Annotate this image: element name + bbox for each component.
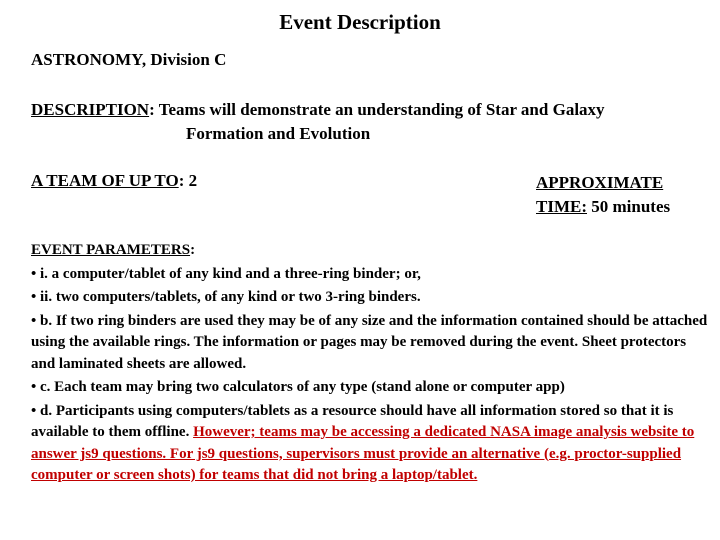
description-line-1: Teams will demonstrate an understanding of Star and Galaxy: [158, 100, 605, 119]
parameter-item-d-highlight: However; teams may be accessing a dedicated NASA image analysis website to answer js9 questions. For js9 questions, supervisors must provide an alternative (e.g. proctor-supplied computer or screen shots) for teams that did not bring a laptop/tablet.: [31, 424, 695, 483]
page-title: Event Description: [279, 10, 441, 34]
parameters-label: EVENT PARAMETERS: [31, 242, 191, 258]
team-label: A TEAM OF UP TO: [31, 171, 179, 190]
parameter-item-last: [31, 401, 713, 487]
parameter-item: • ii. two computers/tablets, of any kind or two 3-ring binders.: [31, 289, 421, 305]
parameter-item: • c. Each team may bring two calculators of any type (stand alone or computer app): [31, 379, 565, 395]
team-size: A TEAM OF UP TO: 2: [31, 171, 198, 190]
description-line-2: Formation and Evolution: [186, 124, 371, 143]
approx-label-line-2: TIME:: [536, 197, 587, 216]
approx-label-line-1: APPROXIMATE: [536, 173, 664, 192]
parameter-item: • b. If two ring binders are used they may be of any size and the information contained should be attached using the available rings. The information or pages may be removed during the event. Sheet protectors and laminated sheets are allowed.: [31, 312, 708, 372]
approximate-time: [536, 171, 670, 219]
division-heading: ASTRONOMY, Division C: [31, 50, 227, 69]
description-block: DESCRIPTION: Teams will demonstrate an understanding of Star and Galaxy Formation and Evolution: [31, 98, 711, 146]
parameter-item: • i. a computer/tablet of any kind and a three-ring binder; or,: [31, 265, 421, 282]
event-parameters: EVENT PARAMETERS: • i. a computer/tablet of any kind and a three-ring binder; or, • ii. two computers/tablets, of any kind or two 3-ring binders. • b. If two ring binders are used they may be of any size and the information contained should be attached using the available rings. The information or pages may be removed during the event. Sheet protectors and laminated sheets are allowed. • c. Each team may bring two calculators of any type (stand alone or computer app) • d. Participants using computers/tablets as a resource should have all information stored so that it is available to them offline. However; teams may be accessing a dedicated NASA image analysis website to answer js9 questions. For js9 questions, supervisors must provide an alternative (e.g. proctor-supplied computer or screen shots) for teams that did not bring a laptop/tablet.: [31, 240, 713, 489]
parameter-item-d: • d. Participants using computers/tablets as a resource should have all information stored so that it is available to them offline.: [31, 402, 674, 440]
description-label: DESCRIPTION: [31, 100, 150, 119]
team-value: 2: [188, 171, 198, 190]
approx-value: 50 minutes: [591, 197, 671, 216]
